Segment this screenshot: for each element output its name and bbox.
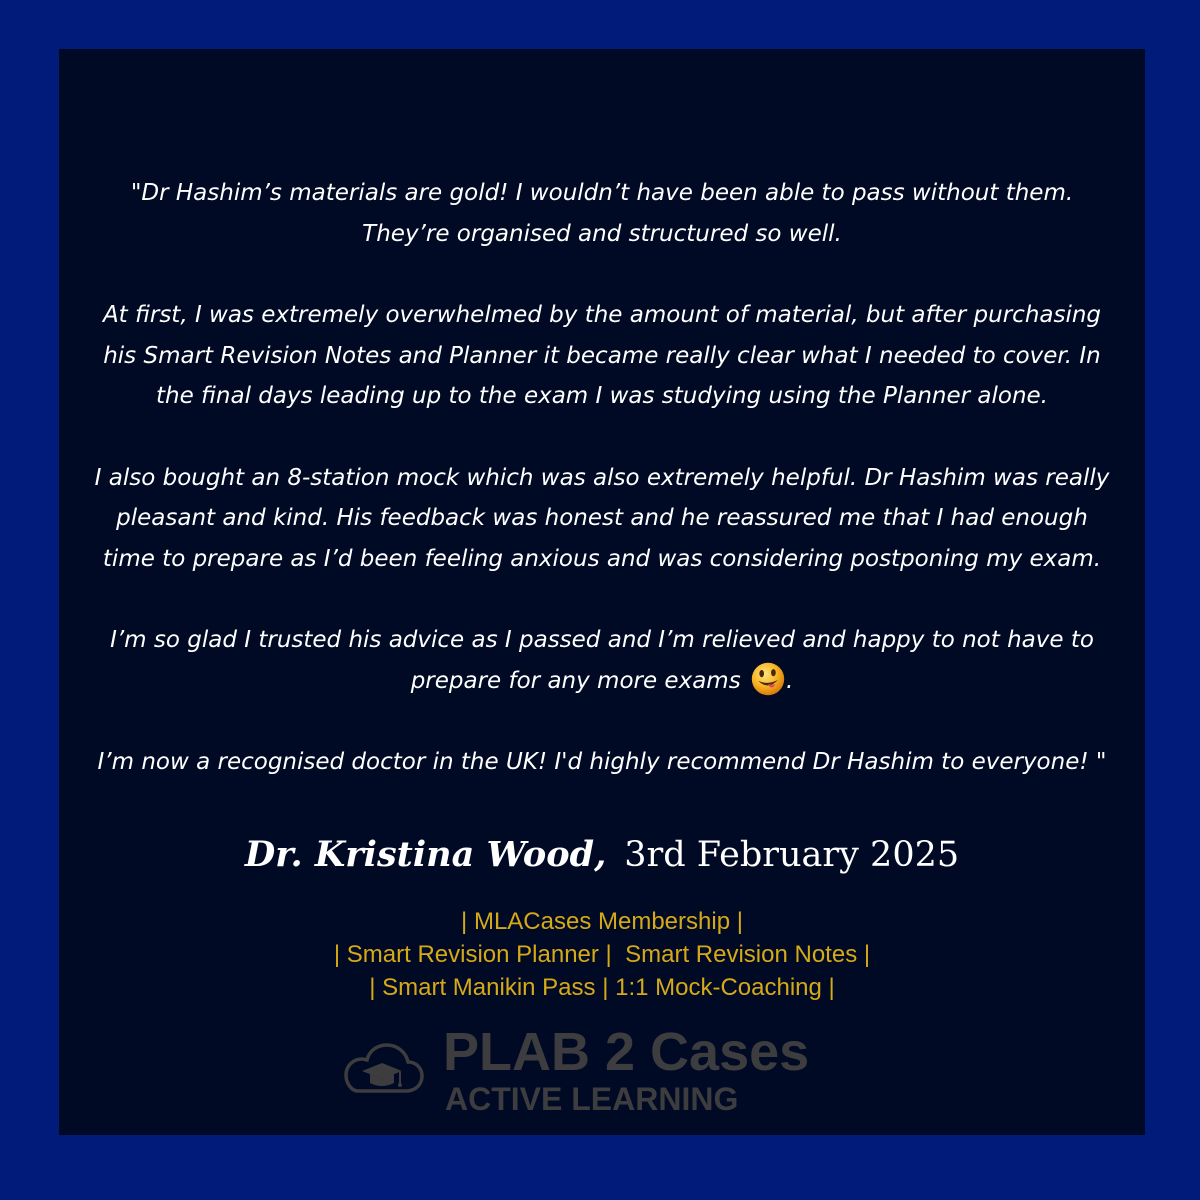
logo-subtitle: ACTIVE LEARNING bbox=[445, 1081, 739, 1117]
quote-paragraph-1: "Dr Hashim’s materials are gold! I wouldn’t have been able to pass without them. They’re organised and structured so well. bbox=[130, 180, 1074, 247]
cloud-graduation-cap-icon bbox=[340, 1041, 424, 1097]
logo-title: PLAB 2 Cases bbox=[443, 1022, 810, 1082]
product-line-1: | MLACases Membership | bbox=[461, 908, 743, 935]
quote-paragraph-4 bbox=[59, 620, 1145, 701]
testimonial-quote bbox=[59, 173, 1145, 783]
smiley-face-icon bbox=[750, 661, 786, 697]
brand-logo bbox=[340, 1024, 860, 1124]
product-line-3: | Smart Manikin Pass | 1:1 Mock-Coaching | bbox=[369, 974, 835, 1001]
testimonial-card bbox=[59, 49, 1145, 1135]
quote-paragraph-5: I’m now a recognised doctor in the UK! I'd highly recommend Dr Hashim to everyone! " bbox=[97, 749, 1107, 775]
product-line-2: | Smart Revision Planner | Smart Revision Notes | bbox=[333, 941, 871, 968]
signature bbox=[59, 834, 1145, 875]
quote-paragraph-3: I also bought an 8-station mock which was also extremely helpful. Dr Hashim was really pleasant and kind. His feedback was honest and he reassured me that I had enough time to prepare as I’d been feeling anxious and was considering postponing my exam. bbox=[94, 464, 1110, 572]
emoji-trailing-period: . bbox=[786, 667, 794, 694]
quote-paragraph-2: At first, I was extremely overwhelmed by the amount of material, but after purchasing his Smart Revision Notes and Planner it became really clear what I needed to cover. In the final days leading up to the exam I was studying using the Planner alone. bbox=[102, 302, 1102, 409]
author-name: Dr. Kristina Wood, bbox=[244, 834, 607, 875]
testimonial-date: 3rd February 2025 bbox=[624, 835, 960, 875]
product-list bbox=[59, 905, 1145, 1004]
quote-paragraph-4-text: I’m so glad I trusted his advice as I passed and I’m relieved and happy to not have to prepare for any more exams bbox=[110, 627, 1094, 694]
